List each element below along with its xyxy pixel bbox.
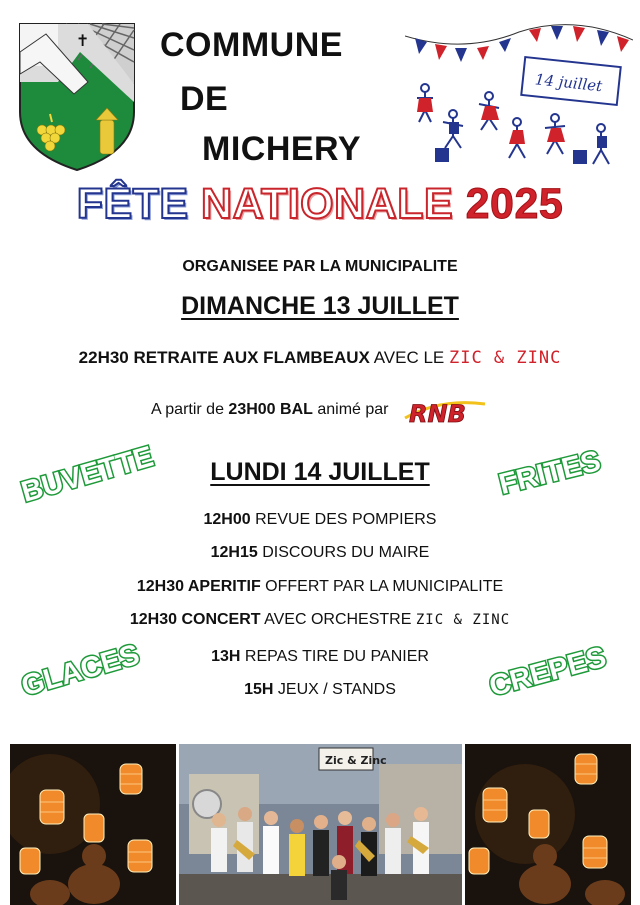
rnb-logo-text: RNB bbox=[408, 400, 466, 428]
commune-line-3: MICHERY bbox=[202, 130, 362, 168]
band-name: ZIC & ZINC bbox=[448, 348, 562, 368]
stand-glaces: GLACES bbox=[18, 638, 143, 703]
lanterns-photo-right bbox=[465, 744, 631, 905]
lanterns-photo-left bbox=[10, 744, 176, 905]
torchlight-text: AVEC LE bbox=[369, 348, 449, 367]
sunday-heading: DIMANCHE 13 JUILLET bbox=[181, 292, 459, 320]
sunday-event-torchlight bbox=[0, 348, 640, 368]
svg-text:✝: ✝ bbox=[76, 31, 90, 50]
commune-line-1: COMMUNE bbox=[160, 26, 343, 64]
ball-time: 23H00 BAL bbox=[228, 401, 313, 419]
title-nationale: NATIONALE bbox=[201, 180, 454, 228]
stand-crepes: CREPES bbox=[486, 641, 610, 703]
dance-banner-text: 14 juillet bbox=[534, 70, 604, 96]
title-fete: FÊTE bbox=[76, 180, 189, 228]
sunday-event-ball bbox=[0, 392, 640, 428]
monday-heading: LUNDI 14 JUILLET bbox=[210, 458, 430, 486]
rnb-radio-logo bbox=[401, 392, 489, 428]
monday-item: 15H JEUX / STANDS bbox=[244, 681, 396, 698]
monday-item: 12H00 REVUE DES POMPIERS bbox=[203, 511, 437, 528]
monday-item: 13H REPAS TIRE DU PANIER bbox=[211, 648, 429, 665]
title-year: 2025 bbox=[465, 180, 564, 228]
dancing-crowd-illustration bbox=[405, 18, 633, 170]
stand-buvette: BUVETTE bbox=[18, 440, 157, 509]
band-name: ZIC & ZINC bbox=[415, 612, 511, 628]
ball-prefix: A partir de bbox=[151, 401, 229, 419]
band-photo bbox=[179, 744, 462, 905]
torchlight-time: 22H30 RETRAITE AUX FLAMBEAUX bbox=[78, 348, 370, 367]
commune-line-2: DE bbox=[180, 80, 229, 118]
ball-suffix: animé par bbox=[312, 401, 389, 419]
monday-item: 12H30 APERITIF OFFERT PAR LA MUNICIPALITE bbox=[136, 578, 504, 595]
event-title bbox=[0, 180, 640, 229]
stand-frites: FRITES bbox=[496, 445, 604, 502]
monday-item: 12H30 CONCERT AVEC ORCHESTRE ZIC & ZINC bbox=[129, 611, 511, 628]
organiser-line: ORGANISEE PAR LA MUNICIPALITE bbox=[182, 258, 458, 275]
coat-of-arms-logo bbox=[18, 22, 136, 172]
monday-item: 12H15 DISCOURS DU MAIRE bbox=[210, 544, 430, 561]
band-sign-text: Zic & Zinc bbox=[325, 754, 387, 767]
